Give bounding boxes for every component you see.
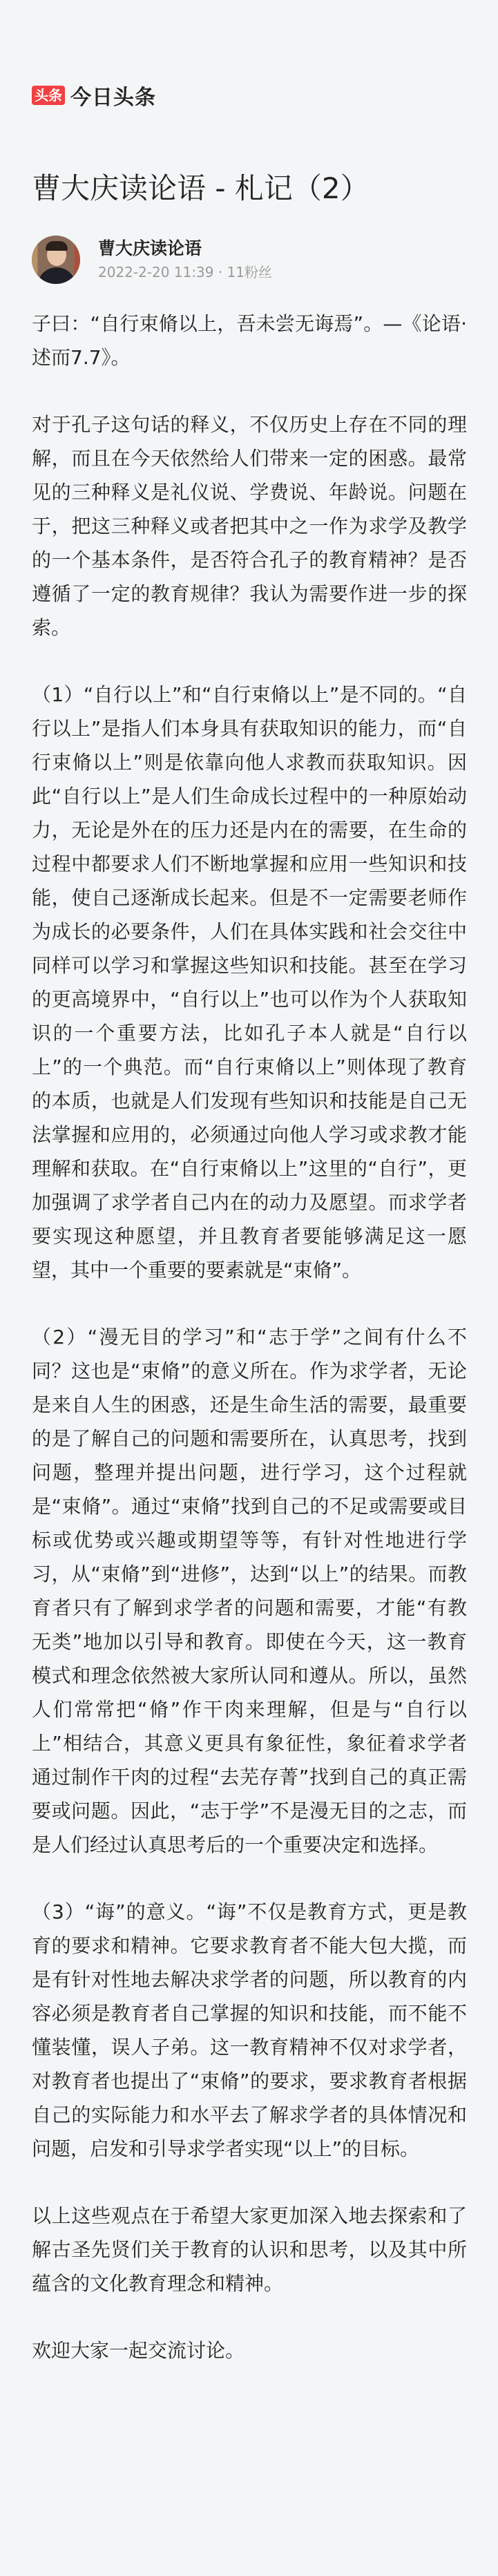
- top-bar: [0, 0, 498, 138]
- author-name[interactable]: 曹大庆读论语: [98, 238, 202, 258]
- article-body: [32, 307, 467, 2367]
- paragraph-conclusion: 以上这些观点在于希望大家更加深入地去探索和了解古圣先贤们关于教育的认识和思考，以及其中所蕴含的文化教育理念和精神。: [32, 2204, 467, 2295]
- paragraph-point-1: （1）“自行以上”和“自行束脩以上”是不同的。“自行以上”是指人们本身具有获取知识的能力，而“自行束脩以上”则是依靠向他人求教而获取知识。因此“自行以上”是人们生命成长过程中的一种原始动力，无论是外在的压力还是内在的需要，在生命的过程中都要求人们不断地掌握和应用一些知识和技能，使自己逐渐成长起来。但是不一定需要老师作为成长的必要条件，人们在具体实践和社会交往中同样可以学习和掌握这些知识和技能。甚至在学习的更高境界中，“自行以上”也可以作为个人获取知识的一个重要方法，比如孔子本人就是“自行以上”的一个典范。而“自行束脩以上”则体现了教育的本质，也就是人们发现有些知识和技能是自己无法掌握和应用的，必须通过向他人学习或求教才能理解和获取。在“自行束脩以上”这里的“自行”，更加强调了求学者自己内在的动力及愿望。而求学者要实现这种愿望，并且教育者要能够满足这一愿望，其中一个重要的要素就是“束脩”。: [32, 683, 467, 1281]
- article-title: 曹大庆读论语 - 札记（2）: [32, 171, 370, 205]
- author-row: [32, 232, 467, 287]
- paragraph-point-2: （2）“漫无目的学习”和“志于学”之间有什么不同？这也是“束脩”的意义所在。作为求学者，无论是来自人生的困惑，还是生命生活的需要，最重要的是了解自己的问题和需要所在，认真思考，找到问题，整理并提出问题，进行学习，这个过程就是“束脩”。通过“束脩”找到自己的不足或需要或目标或优势或兴趣或期望等等，有针对性地进行学习，从“束脩”到“进修”，达到“以上”的结果。而教育者只有了解到求学者的问题和需要，才能“有教无类”地加以引导和教育。即使在今天，这一教育模式和理念依然被大家所认同和遵从。所以，虽然人们常常把“脩”作干肉来理解，但是与“自行以上”相结合，其意义更具有象征性，象征着求学者通过制作干肉的过程“去芜存菁”找到自己的真正需要或问题。因此，“志于学”不是漫无目的之志，而是人们经过认真思考后的一个重要决定和选择。: [32, 1326, 467, 1856]
- article: [32, 169, 467, 2401]
- app-logo[interactable]: [32, 80, 156, 111]
- article-meta: 2022-2-20 11:39 · 11粉丝: [98, 264, 273, 280]
- logo-badge: 头条: [32, 86, 65, 105]
- avatar[interactable]: [32, 236, 80, 284]
- avatar-hair: [46, 241, 68, 251]
- author-info: [98, 237, 272, 283]
- logo-text: 今日头条: [70, 86, 156, 110]
- paragraph-closing: 欢迎大家一起交流讨论。: [32, 2339, 245, 2362]
- paragraph-point-3: （3）“诲”的意义。“诲”不仅是教育方式，更是教育的要求和精神。它要求教育者不能大包大揽，而是有针对性地去解决求学者的问题，所以教育的内容必须是教育者自己掌握的知识和技能，而不能不懂装懂，误人子弟。这一教育精神不仅对求学者，对教育者也提出了“束脩”的要求，要求教育者根据自己的实际能力和水平去了解求学者的具体情况和问题，启发和引导求学者实现“以上”的目标。: [32, 1900, 467, 2160]
- paragraph-intro: 对于孔子这句话的释义，不仅历史上存在不同的理解，而且在今天依然给人们带来一定的困惑。最常见的三种释义是礼仪说、学费说、年龄说。问题在于，把这三种释义或者把其中之一作为求学及教学的一个基本条件，是否符合孔子的教育精神？是否遵循了一定的教育规律？我认为需要作进一步的探索。: [32, 413, 467, 639]
- paragraph-quote: 子曰：“自行束脩以上，吾未尝无诲焉”。—《论语·述而7.7》。: [32, 312, 467, 369]
